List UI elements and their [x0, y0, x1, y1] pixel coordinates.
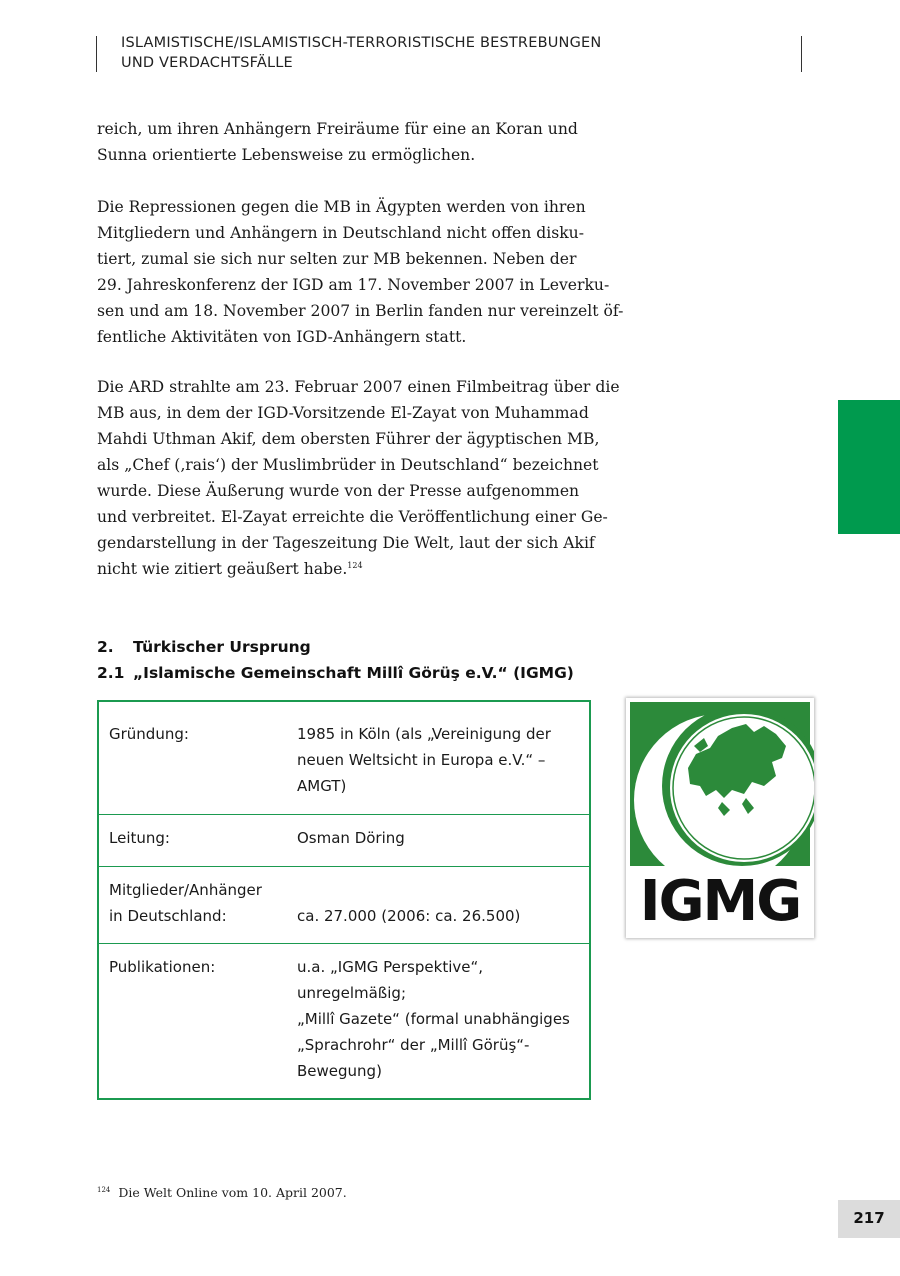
- label-line: in Deutschland:: [109, 907, 227, 925]
- value-line: AMGT): [297, 777, 347, 795]
- section-number: 2.: [97, 638, 114, 656]
- subsection-title: „Islamische Gemeinschaft Millî Görüş e.V.“ (IGMG): [133, 664, 574, 682]
- text-line: MB aus, in dem der IGD-Vorsitzende El-Zayat von Muhammad: [97, 404, 589, 422]
- text-line: gendarstellung in der Tageszeitung Die Welt, laut der sich Akif: [97, 534, 595, 552]
- header-rule-left: [96, 36, 97, 72]
- value-line: unregelmäßig;: [297, 984, 406, 1002]
- value-line: Bewegung): [297, 1062, 382, 1080]
- text-line: Sunna orientierte Lebensweise zu ermöglichen.: [97, 146, 476, 164]
- row-value: [297, 701, 590, 815]
- text-line: sen und am 18. November 2007 in Berlin fanden nur vereinzelt öf-: [97, 302, 624, 320]
- last-line-text: nicht wie zitiert geäußert habe.: [97, 560, 348, 578]
- text-line: wurde. Diese Äußerung wurde von der Presse aufgenommen: [97, 482, 580, 500]
- value-line: neuen Weltsicht in Europa e.V.“ –: [297, 751, 546, 769]
- row-value: [297, 867, 590, 944]
- text-line: tiert, zumal sie sich nur selten zur MB bekennen. Neben der: [97, 250, 577, 268]
- row-label: [98, 867, 297, 944]
- logo-text: IGMG: [639, 869, 801, 934]
- section-heading: [97, 636, 311, 658]
- row-value: [297, 815, 590, 867]
- value-line: Osman Döring: [297, 829, 405, 847]
- value-line: u.a. „IGMG Perspektive“,: [297, 958, 484, 976]
- text-line: [97, 556, 597, 582]
- running-header: [121, 33, 721, 73]
- table-row: [98, 867, 590, 944]
- text-line: als „Chef (‚rais‘) der Muslimbrüder in Deutschland“ bezeichnet: [97, 456, 599, 474]
- row-label: [98, 701, 297, 815]
- footnote-text: Die Welt Online vom 10. April 2007.: [118, 1185, 347, 1200]
- page-number: 217: [838, 1200, 900, 1238]
- table-row: [98, 701, 590, 815]
- running-header-line-2: UND VERDACHTSFÄLLE: [121, 55, 293, 71]
- organization-info-table: [97, 700, 591, 1100]
- running-header-line-1: ISLAMISTISCHE/ISLAMISTISCH-TERRORISTISCHE BESTREBUNGEN: [121, 35, 602, 51]
- header-rule-right: [801, 36, 802, 72]
- section-title: Türkischer Ursprung: [133, 638, 311, 656]
- text-line: und verbreitet. El-Zayat erreichte die Veröffentlichung einer Ge-: [97, 508, 608, 526]
- row-label: [98, 944, 297, 1100]
- row-value: [297, 944, 590, 1100]
- footnote: [97, 1184, 347, 1202]
- text-line: reich, um ihren Anhängern Freiräume für eine an Koran und: [97, 120, 578, 138]
- subsection-heading: [97, 662, 574, 684]
- table-row: [98, 815, 590, 867]
- text-line: Mitgliedern und Anhängern in Deutschland nicht offen disku-: [97, 224, 584, 242]
- igmg-logo: [626, 698, 814, 938]
- footnote-reference[interactable]: 124: [347, 561, 363, 570]
- row-label: [98, 815, 297, 867]
- subsection-number: 2.1: [97, 664, 125, 682]
- text-line: Die Repressionen gegen die MB in Ägypten werden von ihren: [97, 198, 586, 216]
- label-line: Publikationen:: [109, 958, 216, 976]
- text-line: Die ARD strahlte am 23. Februar 2007 einen Filmbeitrag über die: [97, 378, 620, 396]
- chapter-tab-marker: [838, 400, 900, 534]
- value-line: „Millî Gazete“ (formal unabhängiges: [297, 1010, 570, 1028]
- paragraph-3: [97, 374, 620, 582]
- value-line: ca. 27.000 (2006: ca. 26.500): [297, 907, 521, 925]
- igmg-logo-graphic: [626, 698, 814, 938]
- value-line: 1985 in Köln (als „Vereinigung der: [297, 725, 551, 743]
- text-line: fentliche Aktivitäten von IGD-Anhängern statt.: [97, 328, 467, 346]
- table-row: [98, 944, 590, 1100]
- paragraph-2: [97, 194, 624, 350]
- paragraph-1: [97, 116, 597, 168]
- text-line: 29. Jahreskonferenz der IGD am 17. November 2007 in Leverku-: [97, 276, 610, 294]
- label-line: Gründung:: [109, 725, 189, 743]
- value-line: „Sprachrohr“ der „Millî Görüş“-: [297, 1036, 530, 1054]
- text-line: Mahdi Uthman Akif, dem obersten Führer der ägyptischen MB,: [97, 430, 600, 448]
- label-line: Leitung:: [109, 829, 170, 847]
- footnote-number: 124: [97, 1186, 111, 1194]
- value-line: [297, 877, 583, 903]
- label-line: Mitglieder/Anhänger: [109, 881, 262, 899]
